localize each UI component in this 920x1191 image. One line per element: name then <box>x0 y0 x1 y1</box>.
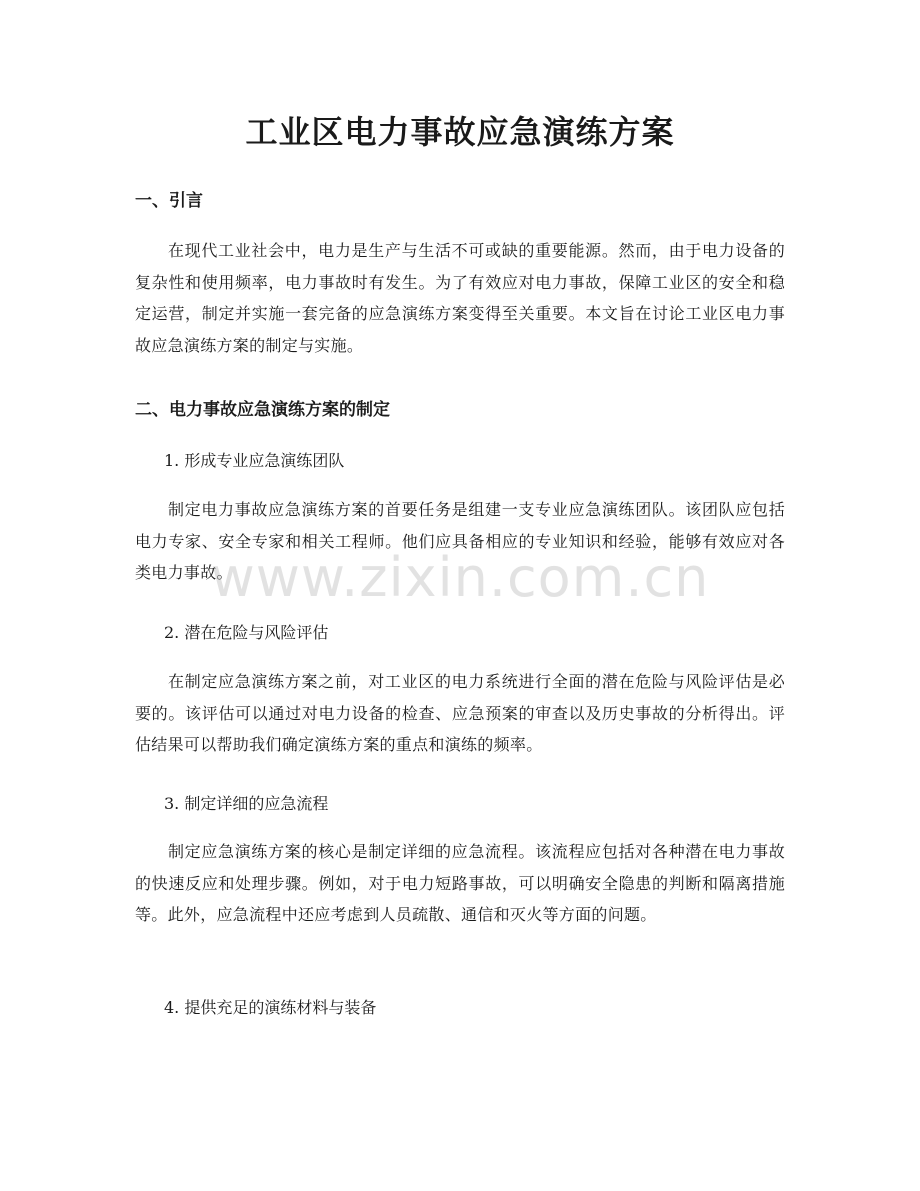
emergency-process-paragraph: 制定应急演练方案的核心是制定详细的应急流程。该流程应包括对各种潜在电力事故的快速反应和处理步骤。例如，对于电力短路事故，可以明确安全隐患的判断和隔离措施等。此外，应急流程中还应考虑到人员疏散、通信和灭火等方面的问题。 <box>135 842 785 925</box>
risk-assessment-paragraph: 在制定应急演练方案之前，对工业区的电力系统进行全面的潜在危险与风险评估是必要的。该评估可以通过对电力设备的检查、应急预案的审查以及历史事故的分析得出。评估结果可以帮助我们确定演练方案的重点和演练的频率。 <box>135 672 785 755</box>
subsection-title-emergency-process: 3. 制定详细的应急流程 <box>164 794 329 813</box>
page-title: 工业区电力事故应急演练方案 <box>245 113 675 151</box>
watermark: www.zixin.com.cn <box>210 546 710 609</box>
intro-paragraph: 在现代工业社会中，电力是生产与生活不可或缺的重要能源。然而，由于电力设备的复杂性和使用频率，电力事故时有发生。为了有效应对电力事故，保障工业区的安全和稳定运营，制定并实施一套完备的应急演练方案变得至关重要。本文旨在讨论工业区电力事故应急演练方案的制定与实施。 <box>135 241 785 355</box>
team-paragraph: 制定电力事故应急演练方案的首要任务是组建一支专业应急演练团队。该团队应包括电力专家、安全专家和相关工程师。他们应具备相应的专业知识和经验，能够有效应对各类电力事故。 <box>135 500 785 583</box>
section-heading-introduction: 一、引言 <box>135 191 203 211</box>
section-heading-plan-formulation: 二、电力事故应急演练方案的制定 <box>135 400 390 420</box>
subsection-title-materials: 4. 提供充足的演练材料与装备 <box>164 998 377 1017</box>
subsection-title-risk-assessment: 2. 潜在危险与风险评估 <box>164 623 329 642</box>
subsection-title-team: 1. 形成专业应急演练团队 <box>164 451 345 470</box>
